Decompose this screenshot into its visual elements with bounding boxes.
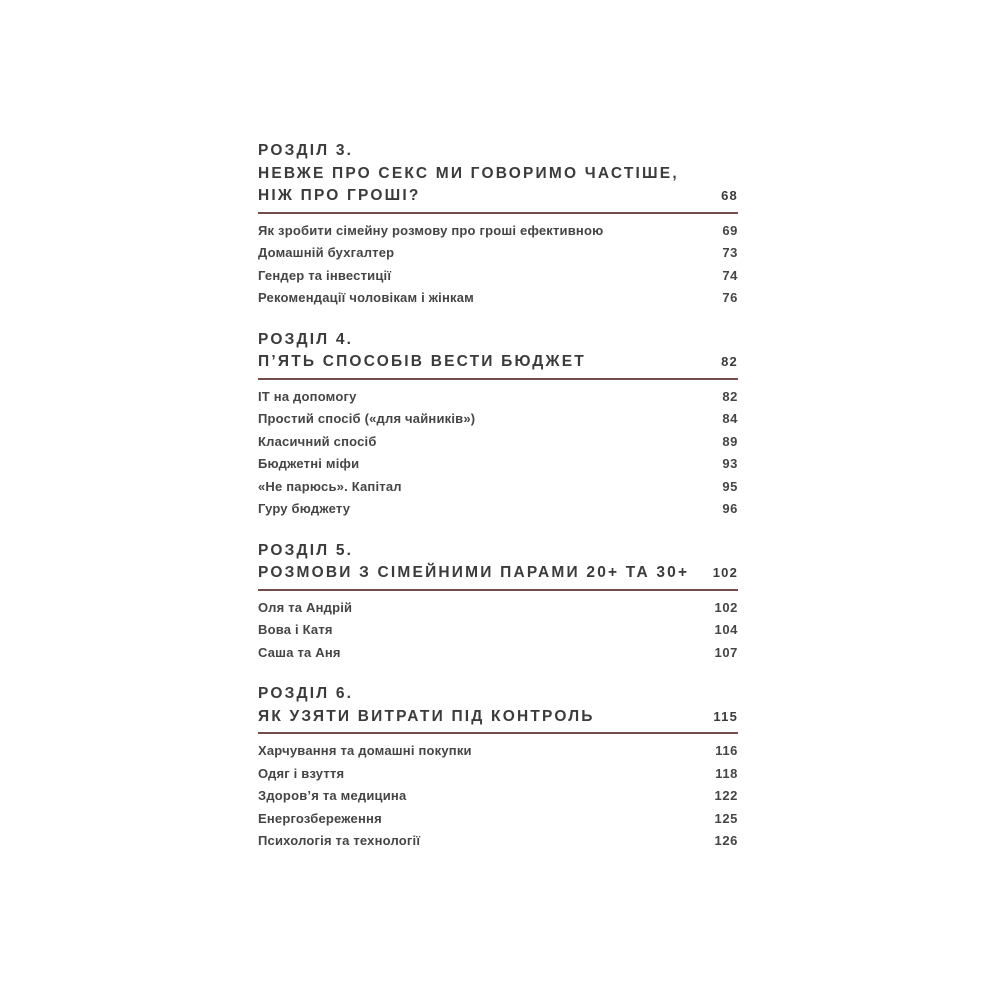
chapter-title-text: РОЗМОВИ З СІМЕЙНИМИ ПАРАМИ 20+ ТА 30+ — [258, 564, 690, 581]
toc-item-row — [258, 498, 738, 521]
toc-item-row — [258, 431, 738, 454]
chapter-item-list — [258, 386, 738, 521]
chapter-title-row — [258, 351, 738, 374]
toc-item-label: Харчування та домашні покупки — [258, 743, 472, 758]
toc-item-row — [258, 619, 738, 642]
chapter-page-number: 115 — [713, 708, 738, 724]
toc-item-page-number: 122 — [714, 788, 738, 803]
chapter-underline-rule — [258, 378, 738, 380]
toc-item-row — [258, 287, 738, 310]
toc-item-label: Одяг і взуття — [258, 765, 345, 781]
chapter-title-line: НЕВЖЕ ПРО СЕКС МИ ГОВОРИМО ЧАСТІШЕ, — [258, 164, 679, 182]
toc-item-page-number: 76 — [722, 290, 738, 305]
toc-item-page-number: 74 — [722, 267, 738, 283]
toc-item-row — [258, 453, 738, 476]
toc-section — [258, 683, 738, 853]
toc-item-row — [258, 763, 738, 786]
toc-item-page-number: 104 — [714, 622, 738, 637]
toc-item-row — [258, 220, 738, 243]
toc-item-label: Саша та Аня — [258, 644, 341, 660]
chapter-title-row — [258, 562, 738, 585]
chapter-heading — [258, 140, 738, 214]
toc-item-page-number: 82 — [722, 388, 738, 404]
toc-item-page-number: 95 — [722, 478, 738, 494]
chapter-title-row — [258, 185, 738, 208]
toc-item-label: Оля та Андрій — [258, 599, 353, 615]
chapter-underline-rule — [258, 589, 738, 591]
chapter-heading — [258, 329, 738, 380]
toc-item-label: Вова і Катя — [258, 622, 333, 637]
chapter-underline-rule — [258, 212, 738, 214]
toc-item-page-number: 93 — [722, 456, 738, 471]
toc-item-label: Домашній бухгалтер — [258, 245, 395, 260]
chapter-title-text: ЯК УЗЯТИ ВИТРАТИ ПІД КОНТРОЛЬ — [258, 707, 595, 725]
toc-item-label: Гуру бюджету — [258, 501, 351, 516]
toc-item-row — [258, 265, 738, 288]
toc-item-label: ІТ на допомогу — [258, 388, 357, 404]
toc-section — [258, 140, 738, 310]
chapter-number: РОЗДІЛ 4. — [258, 330, 354, 348]
toc-item-page-number: 118 — [715, 765, 738, 781]
toc-item-row — [258, 830, 738, 853]
chapter-heading — [258, 540, 738, 591]
toc-item-page-number: 107 — [714, 644, 738, 660]
chapter-page-number: 68 — [721, 188, 738, 203]
chapter-page-number: 82 — [721, 354, 738, 369]
toc-item-label: Гендер та інвестиції — [258, 267, 392, 283]
toc-item-label: Класичний спосіб — [258, 433, 377, 449]
toc-item-page-number: 84 — [722, 411, 738, 426]
chapter-title-text: П’ЯТЬ СПОСОБІВ ВЕСТИ БЮДЖЕТ — [258, 353, 586, 370]
toc-item-row — [258, 642, 738, 665]
chapter-item-list — [258, 740, 738, 853]
chapter-item-list — [258, 597, 738, 665]
toc-item-row — [258, 408, 738, 431]
table-of-contents — [258, 140, 738, 872]
toc-item-page-number: 102 — [714, 599, 738, 615]
toc-section — [258, 329, 738, 521]
chapter-item-list — [258, 220, 738, 310]
toc-item-page-number: 96 — [722, 501, 738, 516]
toc-item-page-number: 73 — [722, 245, 738, 260]
toc-section — [258, 540, 738, 665]
toc-item-row — [258, 386, 738, 409]
chapter-number: РОЗДІЛ 6. — [258, 685, 354, 702]
chapter-number: РОЗДІЛ 3. — [258, 142, 354, 159]
chapter-number: РОЗДІЛ 5. — [258, 541, 354, 559]
chapter-title-text: НІЖ ПРО ГРОШІ? — [258, 187, 421, 204]
toc-item-label: Здоров’я та медицина — [258, 788, 407, 803]
toc-item-page-number: 69 — [722, 222, 738, 238]
toc-item-label: Психологія та технології — [258, 833, 421, 848]
toc-item-label: «Не парюсь». Капітал — [258, 478, 402, 494]
toc-item-row — [258, 242, 738, 265]
toc-item-page-number: 126 — [714, 833, 738, 848]
toc-item-page-number: 89 — [722, 433, 738, 449]
toc-item-label: Простий спосіб («для чайників») — [258, 411, 476, 426]
toc-item-page-number: 116 — [715, 743, 738, 758]
toc-item-page-number: 125 — [714, 810, 738, 826]
toc-item-row — [258, 740, 738, 763]
toc-item-label: Бюджетні міфи — [258, 456, 360, 471]
chapter-title-row — [258, 706, 738, 729]
chapter-underline-rule — [258, 732, 738, 734]
toc-item-row — [258, 597, 738, 620]
toc-item-label: Як зробити сімейну розмову про гроші ефективною — [258, 222, 604, 238]
toc-item-row — [258, 785, 738, 808]
toc-item-row — [258, 476, 738, 499]
toc-item-label: Енергозбереження — [258, 810, 382, 826]
chapter-heading — [258, 683, 738, 734]
chapter-page-number: 102 — [712, 565, 738, 580]
toc-item-label: Рекомендації чоловікам і жінкам — [258, 290, 474, 305]
toc-item-row — [258, 808, 738, 831]
